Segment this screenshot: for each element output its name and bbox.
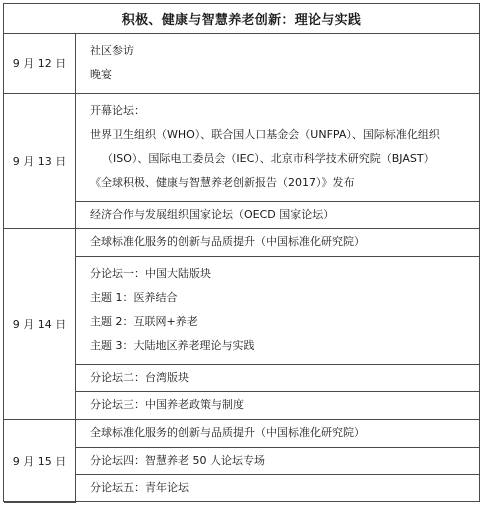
table-row [4, 474, 479, 502]
main-forum: 全球标准化服务的创新与品质提升（中国标准化研究院） [90, 235, 365, 248]
sub-forum-1: 分论坛一：中国大陆版块 [90, 267, 211, 280]
content-cell [76, 391, 480, 419]
date-cell: 9 月 15 日 [4, 419, 76, 502]
opening-forum-label: 开幕论坛： [90, 104, 145, 117]
content-cell [76, 228, 480, 256]
page-title: 积极、健康与智慧养老创新：理论与实践 [4, 4, 479, 34]
content-cell [76, 419, 480, 447]
oecd-forum: 经济合作与发展组织国家论坛（OECD 国家论坛） [90, 207, 335, 221]
table-row [4, 201, 479, 228]
table-row [4, 364, 479, 391]
schedule-sheet [3, 3, 480, 502]
date-cell: 9 月 12 日 [4, 34, 76, 93]
table-row [4, 447, 479, 474]
date-cell: 9 月 13 日 [4, 93, 76, 228]
list-item: 社区参访 [90, 44, 134, 58]
main-forum: 全球标准化服务的创新与品质提升（中国标准化研究院） [90, 426, 365, 439]
date-cell: 9 月 14 日 [4, 228, 76, 419]
opening-forum-orgs-cont: （ISO）、国际电工委员会（IEC）、北京市科学技术研究院（BJAST） [102, 152, 435, 165]
opening-forum-orgs: 世界卫生组织（WHO）、联合国人口基金会（UNFPA）、国际标准化组织 [90, 128, 440, 141]
sub-forum-5: 分论坛五：青年论坛 [90, 481, 189, 495]
sub-forum-2: 分论坛二：台湾版块 [90, 370, 189, 384]
topic-item: 主题 1：医养结合 [90, 291, 178, 304]
table-row [4, 256, 479, 364]
table-row [4, 93, 479, 201]
content-cell [76, 447, 480, 474]
sub-forum-4: 分论坛四：智慧养老 50 人论坛专场 [90, 453, 265, 467]
content-cell [76, 34, 480, 93]
content-cell [76, 474, 480, 502]
report-release: 《全球积极、健康与智慧养老创新报告（2017）》发布 [90, 176, 355, 189]
schedule-table [4, 34, 479, 503]
table-row [4, 391, 479, 419]
content-cell [76, 201, 480, 228]
list-item: 晚宴 [90, 68, 112, 82]
content-cell [76, 256, 480, 364]
sub-forum-3: 分论坛三：中国养老政策与制度 [90, 398, 244, 411]
topic-item: 主题 2：互联网+养老 [90, 315, 198, 328]
table-row [4, 419, 479, 447]
content-cell [76, 364, 480, 391]
content-cell [76, 93, 480, 201]
table-row [4, 34, 479, 93]
topic-item: 主题 3：大陆地区养老理论与实践 [90, 339, 255, 352]
table-row [4, 228, 479, 256]
